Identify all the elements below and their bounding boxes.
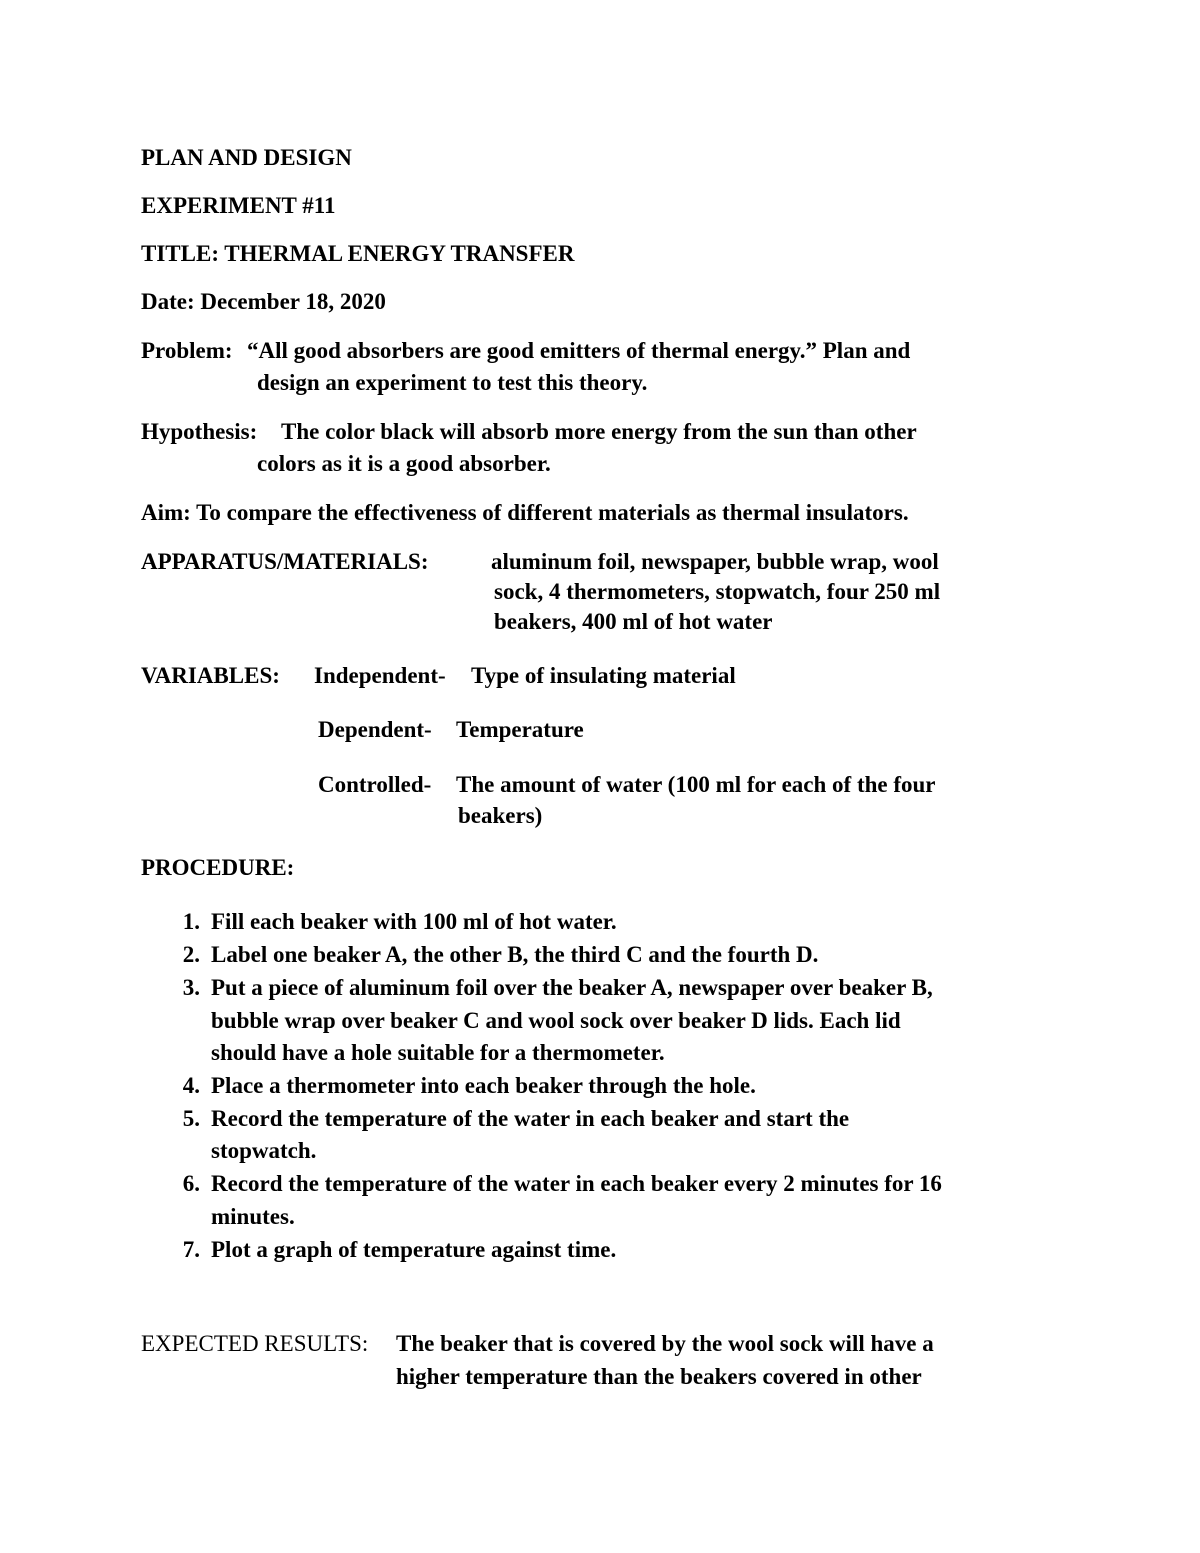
variable-controlled-label: Controlled- — [318, 772, 432, 797]
hypothesis-line-1: The color black will absorb more energy from the sun than other — [281, 419, 917, 444]
procedure-step-number: 3. — [182, 975, 200, 1000]
procedure-step-number: 6. — [182, 1171, 200, 1196]
heading-title: TITLE: THERMAL ENERGY TRANSFER — [141, 241, 575, 266]
procedure-step-text: Plot a graph of temperature against time. — [211, 1237, 617, 1262]
expected-results-label: EXPECTED RESULTS: — [141, 1331, 369, 1356]
expected-results-line-1: The beaker that is covered by the wool sock will have a — [396, 1331, 934, 1356]
procedure-step-text: Record the temperature of the water in each beaker and start the — [211, 1106, 850, 1131]
hypothesis-line-2: colors as it is a good absorber. — [257, 451, 551, 476]
heading-experiment-number: EXPERIMENT #11 — [141, 193, 336, 218]
procedure-step-number: 7. — [182, 1237, 200, 1262]
apparatus-line-2: sock, 4 thermometers, stopwatch, four 250 ml — [494, 579, 941, 604]
variable-independent-label: Independent- — [314, 663, 446, 688]
procedure-step-text: stopwatch. — [211, 1138, 317, 1163]
apparatus-line-3: beakers, 400 ml of hot water — [494, 609, 773, 634]
procedure-heading: PROCEDURE: — [141, 855, 295, 880]
procedure-step-text: should have a hole suitable for a thermometer. — [211, 1040, 665, 1065]
expected-results-line-2: higher temperature than the beakers covered in other — [396, 1364, 922, 1389]
procedure-step-text: Fill each beaker with 100 ml of hot water. — [211, 909, 617, 934]
variable-controlled-line-1: The amount of water (100 ml for each of the four — [456, 772, 936, 797]
variable-dependent-value: Temperature — [456, 717, 584, 742]
procedure-step-text: bubble wrap over beaker C and wool sock over beaker D lids. Each lid — [211, 1008, 901, 1033]
variable-dependent-label: Dependent- — [318, 717, 432, 742]
procedure-step-text: Put a piece of aluminum foil over the beaker A, newspaper over beaker B, — [211, 975, 933, 1000]
heading-date: Date: December 18, 2020 — [141, 289, 386, 314]
problem-label: Problem: — [141, 338, 233, 363]
variable-controlled-line-2: beakers) — [458, 803, 543, 828]
procedure-step-number: 4. — [182, 1073, 200, 1098]
procedure-step-number: 1. — [182, 909, 200, 934]
problem-line-2: design an experiment to test this theory. — [257, 370, 648, 395]
procedure-step-text: Place a thermometer into each beaker through the hole. — [211, 1073, 756, 1098]
heading-plan-and-design: PLAN AND DESIGN — [141, 145, 352, 170]
problem-line-1: “All good absorbers are good emitters of thermal energy.” Plan and — [247, 338, 911, 363]
procedure-step-text: Record the temperature of the water in each beaker every 2 minutes for 16 — [211, 1171, 942, 1196]
apparatus-line-1: aluminum foil, newspaper, bubble wrap, wool — [491, 549, 939, 574]
procedure-step-text: minutes. — [211, 1204, 295, 1229]
hypothesis-label: Hypothesis: — [141, 419, 258, 444]
variable-independent-value: Type of insulating material — [471, 663, 736, 688]
procedure-step-number: 2. — [182, 942, 200, 967]
variables-label: VARIABLES: — [141, 663, 280, 688]
apparatus-label: APPARATUS/MATERIALS: — [141, 549, 429, 574]
procedure-step-number: 5. — [182, 1106, 200, 1131]
procedure-step-text: Label one beaker A, the other B, the third C and the fourth D. — [211, 942, 819, 967]
aim-text: Aim: To compare the effectiveness of different materials as thermal insulators. — [141, 500, 909, 525]
